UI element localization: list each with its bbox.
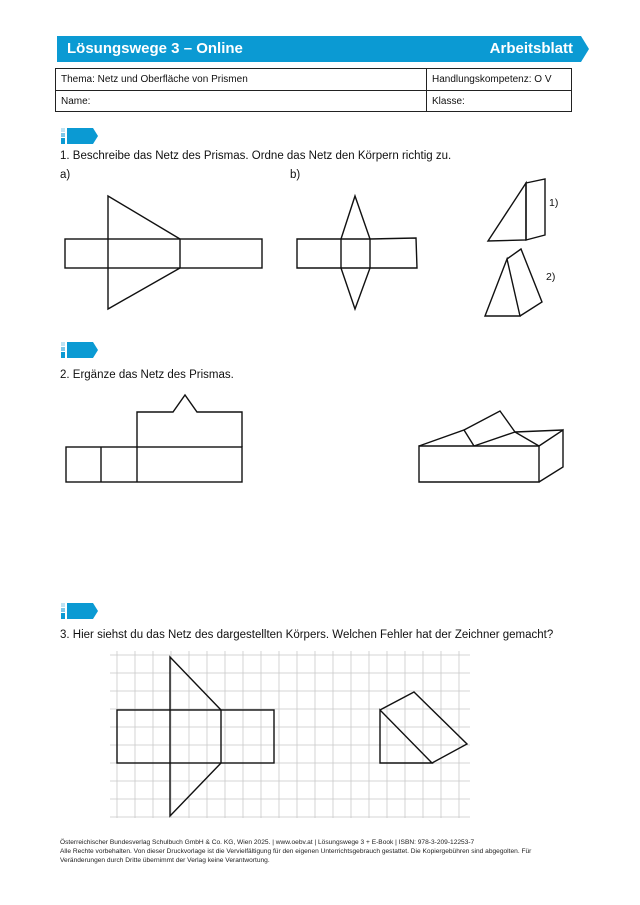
footer-line-1: Österreichischer Bundesverlag Schulbuch GmbH & Co. KG, Wien 2025. | www.oebv.at | Lösungswege 3 + E-Book | ISBN: 978-3-209-12253-7 (60, 839, 475, 846)
faulty-net (117, 657, 274, 816)
label-2: 2) (546, 271, 556, 283)
label-a: a) (60, 169, 71, 181)
wedge-solid (380, 692, 467, 763)
class-field-label: Klasse: (432, 96, 465, 107)
worksheet-title: Lösungswege 3 – Online (67, 40, 243, 57)
competence-text: Handlungskompetenz: O V (432, 74, 552, 85)
footer-line-2: Alle Rechte vorbehalten. Von dieser Druckvorlage ist die Vervielfältigung für den eigenen Unterrichtsgebrauch gestattet. Die Kopiergebühren sind abgegolten. Für (60, 848, 532, 855)
name-field-label: Name: (61, 96, 91, 107)
worksheet-type-label: Arbeitsblatt (489, 40, 573, 57)
grid-paper (110, 651, 470, 818)
task-1-text: 1. Beschreibe das Netz des Prismas. Ordne das Netz den Körpern richtig zu. (60, 150, 452, 162)
task-2-text: 2. Ergänze das Netz des Prismas. (60, 369, 234, 381)
task-3-text: 3. Hier siehst du das Netz des dargestellten Körpers. Welchen Fehler hat der Zeichner gemacht? (60, 629, 554, 641)
footer-line-3: Veränderungen durch Dritte übernimmt der Verlag keine Verantwortung. (60, 857, 270, 864)
topic-text: Thema: Netz und Oberfläche von Prismen (61, 74, 248, 85)
footer (60, 838, 580, 865)
label-1: 1) (549, 197, 559, 209)
label-b: b) (290, 169, 301, 181)
